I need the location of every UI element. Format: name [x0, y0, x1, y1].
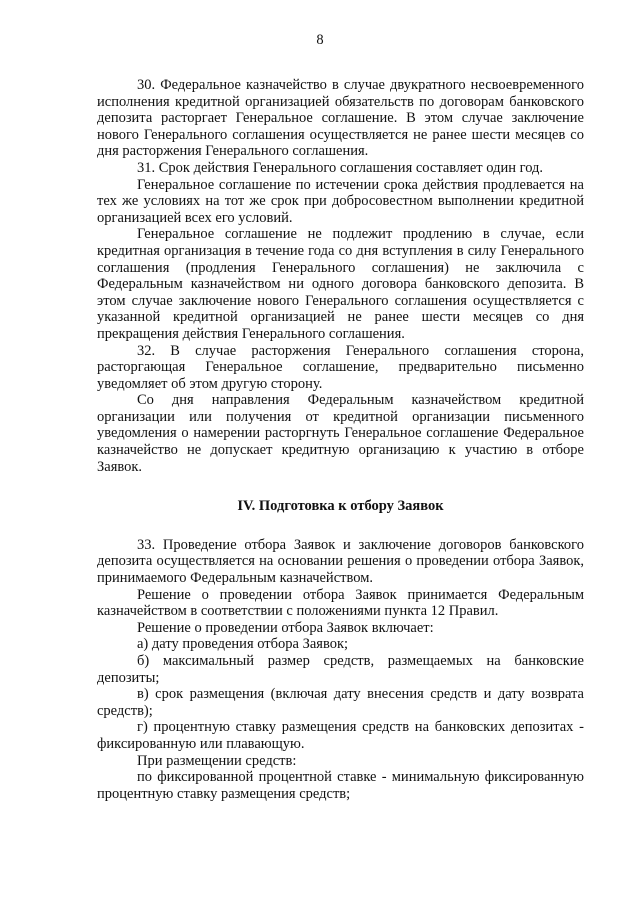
list-item-g: г) процентную ставку размещения средств на банковских депозитах - фиксированную или плавающую.	[97, 719, 584, 752]
page-number: 8	[316, 32, 324, 48]
paragraph-32-notice: Со дня направления Федеральным казначейством кредитной организации или получения от кредитной организации письменного уведомления о намерении расторгнуть Генеральное соглашение Федеральное казначейство не допускает кредитную организацию к участию в отборе Заявок.	[97, 392, 584, 475]
placement-intro: При размещении средств:	[137, 752, 297, 769]
list-item-v: в) срок размещения (включая дату внесения средств и дату возврата средств);	[97, 686, 584, 719]
list-item-a: а) дату проведения отбора Заявок;	[137, 636, 349, 653]
paragraph-33-decision: Решение о проведении отбора Заявок принимается Федеральным казначейством в соответствии с положениями пункта 12 Правил.	[97, 586, 584, 620]
paragraph-32: 32. В случае расторжения Генерального соглашения сторона, расторгающая Генеральное соглашение, предварительно письменно уведомляет об этом другую сторону.	[97, 342, 584, 392]
paragraph-30: 30. Федеральное казначейство в случае двукратного несвоевременного исполнения кредитной организацией обязательств по договорам банковского депозита расторгает Генеральное соглашение. В этом случае заключение нового Генерального соглашения осуществляется не ранее шести месяцев со дня расторжения Генерального соглашения.	[97, 77, 584, 160]
fixed-rate-item: по фиксированной процентной ставке - минимальную фиксированную процентную ставку размещения средств;	[97, 769, 584, 802]
paragraph-33: 33. Проведение отбора Заявок и заключение договоров банковского депозита осуществляется на основании решения о проведении отбора Заявок, принимаемого Федеральным казначейством.	[97, 536, 584, 587]
paragraph-31: 31. Срок действия Генерального соглашения составляет один год.	[137, 159, 544, 176]
document-body	[97, 77, 584, 802]
section-heading: IV. Подготовка к отбору Заявок	[237, 498, 444, 515]
paragraph-33-includes: Решение о проведении отбора Заявок включает:	[137, 619, 434, 636]
paragraph-31-extension: Генеральное соглашение по истечении срока действия продлевается на тех же условиях на тот же срок при добросовестном выполнении кредитной организацией всех его условий.	[97, 176, 584, 226]
list-item-b: б) максимальный размер средств, размещаемых на банковские депозиты;	[97, 653, 584, 686]
paragraph-31-no-extension: Генеральное соглашение не подлежит продлению в случае, если кредитная организация в течение года со дня вступления в силу Генерального соглашения (продления Генерального соглашения) не заключила с Федеральным казначейством ни одного договора банковского депозита. В этом случае заключение нового Генерального соглашения осуществляется с указанной кредитной организацией не ранее шести месяцев со дня прекращения действия Генерального соглашения.	[97, 226, 584, 342]
